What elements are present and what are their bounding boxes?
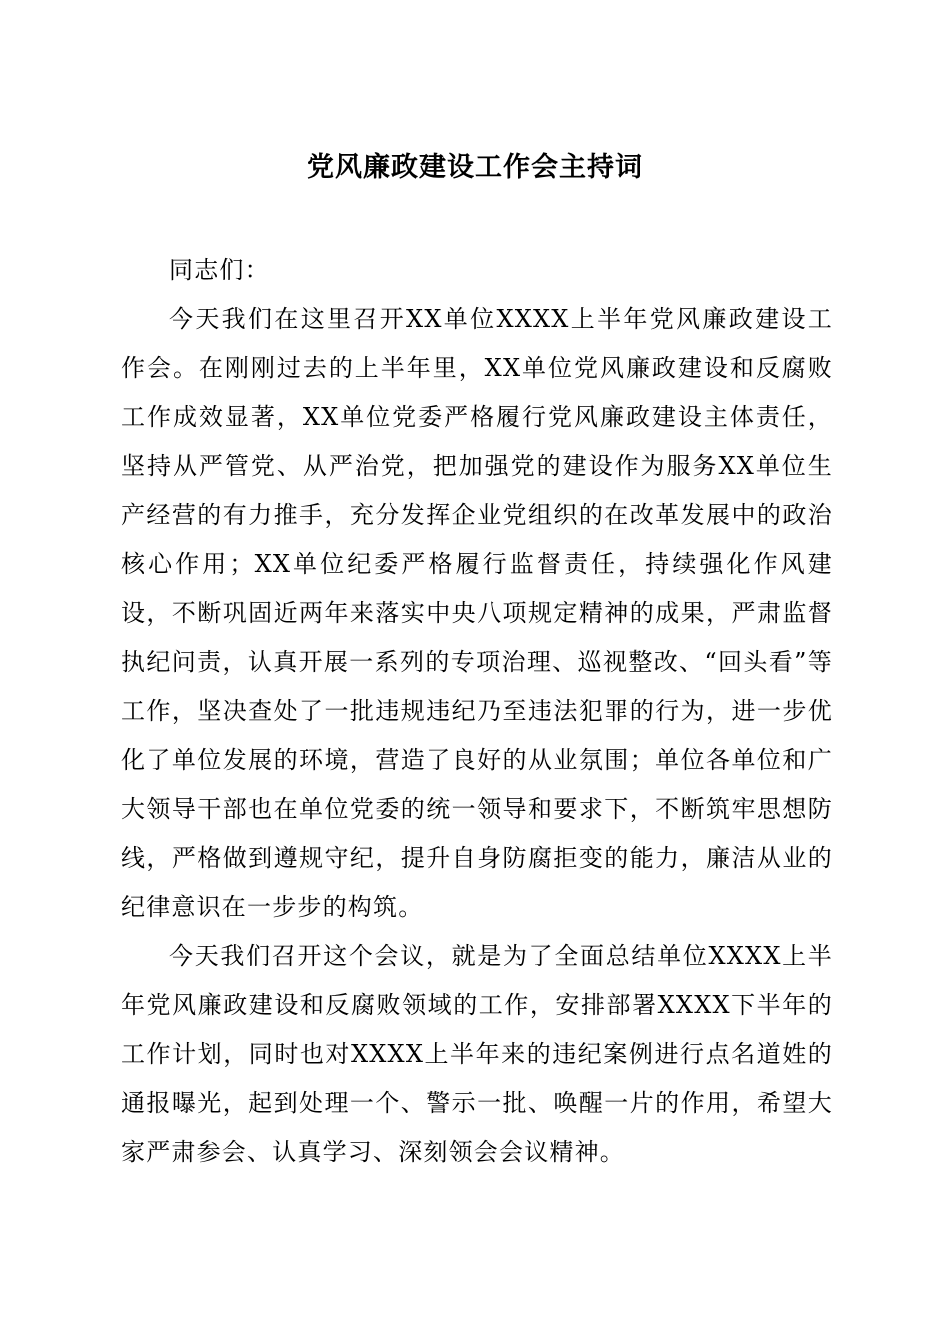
paragraph: 今天我们在这里召开XX单位XXXX上半年党风廉政建设工作会。在刚刚过去的上半年里，XX单位党风廉政建设和反腐败工作成效显著，XX单位党委严格履行党风廉政建设主体责任，坚持从严管党、从严治党，把加强党的建设作为服务XX单位生产经营的有力推手，充分发挥企业党组织的在改革发展中的政治核心作用；XX单位纪委严格履行监督责任，持续强化作风建设，不断巩固近两年来落实中央八项规定精神的成果，严肃监督执纪问责，认真开展一系列的专项治理、巡视整改、“回头看”等工作，坚决查处了一批违规违纪乃至违法犯罪的行为，进一步优化了单位发展的环境，营造了良好的从业氛围；单位各单位和广大领导干部也在单位党委的统一领导和要求下，不断筑牢思想防线，严格做到遵规守纪，提升自身防腐拒变的能力，廉洁从业的纪律意识在一步步的构筑。: [121, 305, 833, 921]
document-body: [121, 246, 833, 1177]
document-title: 党风廉政建设工作会主持词: [307, 152, 643, 183]
paragraph: 今天我们召开这个会议，就是为了全面总结单位XXXX上半年党风廉政建设和反腐败领域的工作，安排部署XXXX下半年的工作计划，同时也对XXXX上半年来的违纪案例进行点名道姓的通报曝光，起到处理一个、警示一批、唤醒一片的作用，希望大家严肃参会、认真学习、深刻领会会议精神。: [121, 942, 833, 1166]
salutation: 同志们：: [169, 256, 270, 284]
